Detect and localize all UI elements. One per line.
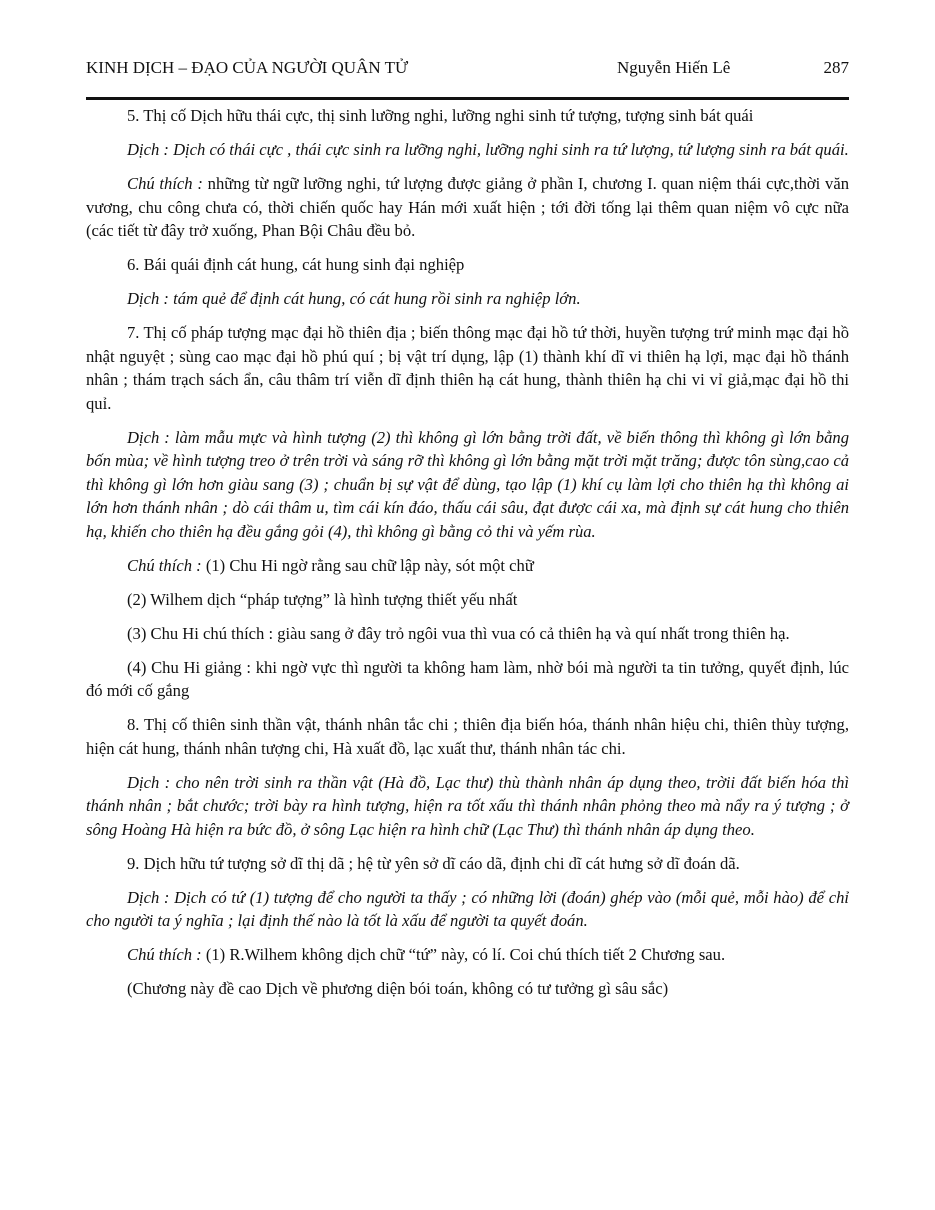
note-7-3: (3) Chu Hi chú thích : giàu sang ở đây trỏ ngôi vua thì vua có cả thiên hạ và quí nhất trong thiên hạ. (127, 623, 790, 643)
paragraph-6: 6. Bái quái định cát hung, cát hung sinh đại nghiệp (127, 255, 465, 274)
note-7-1: Chú thích : (1) Chu Hi ngờ rằng sau chữ lập này, sót một chữ (127, 555, 534, 575)
page-number: 287 (823, 58, 849, 77)
author-name: Nguyễn Hiến Lê (617, 58, 731, 77)
paragraph-9: 9. Dịch hữu tứ tượng sở dĩ thị dã ; hệ từ yên sở dĩ cáo dã, định chi dĩ cát hưng sở dĩ đoán dã. (127, 853, 740, 873)
paragraph-5: 5. Thị cố Dịch hữu thái cực, thị sinh lưỡng nghi, lưỡng nghi sinh tứ tượng, tượng sinh bát quái (127, 106, 754, 125)
body-text (86, 104, 849, 1001)
note-5: Chú thích : những từ ngữ lưỡng nghi, tứ lượng được giảng ở phần I, chương I. quan niệm thái cực,thời văn vương, chu công chưa có, thời chiến quốc hay Hán mới xuất hiện ; tới đời tống lại thêm quan niệm vô cực nữa (các tiết từ đây trở xuống, Phan Bội Châu đều bỏ. (86, 174, 849, 240)
translation-9: Dịch : Dịch có tứ (1) tượng để cho người ta thấy ; có những lời (đoán) ghép vào (mỗi quẻ, mỗi hào) để chỉ cho người ta ý nghĩa ; lại định thế nào là tốt là xấu để người ta quyết đoán. (86, 887, 849, 930)
note-7-2: (2) Wilhem dịch “pháp tượng” là hình tượng thiết yếu nhất (127, 589, 518, 609)
translation-7: Dịch : làm mẫu mực và hình tượng (2) thì không gì lớn bằng trời đất, về biến thông thì không gì lớn bằng bốn mùa; về hình tượng treo ở trên trời và sáng rỡ thì không gì lớn bằng mặt trời mặt trăng; được tôn sùng,cao cả thì không gì lớn hơn giàu sang (3) ; chuẩn bị sự vật để dùng, tạo lập (1) khí cụ làm lợi cho thiên hạ thì không ai lớn hơn thánh nhân ; dò cái thâm u, tìm cái kín đáo, thấu cái sâu, đạt được cái xa, mà định sự cát hung cho thiên hạ, khiến cho thiên hạ đều gắng gỏi (4), thì không gì bằng cỏ thi và yếm rùa. (86, 427, 849, 541)
paragraph-7: 7. Thị cố pháp tượng mạc đại hồ thiên địa ; biến thông mạc đại hồ tứ thời, huyền tượng trứ minh mạc đại hồ nhật nguyệt ; sùng cao mạc đại hồ phú quí ; bị vật trí dụng, lập (1) thành khí dĩ vi thiên hạ lợi, mạc đại hồ thánh nhân ; thám trạch sách ẩn, câu thâm trí viễn dĩ định thiên hạ cát hung, thành thiên hạ chi vi vỉ giả,mạc đại hồ thi quỉ. (86, 323, 849, 413)
paragraph-8: 8. Thị cố thiên sinh thần vật, thánh nhân tắc chi ; thiên địa biến hóa, thánh nhân hiệu chi, thiên thùy tượng, hiện cát hung, thánh nhân tượng chi, Hà xuất đồ, lạc xuất thư, thánh nhân tác chi. (86, 715, 849, 758)
note-7-4: (4) Chu Hi giảng : khi ngờ vực thì người ta không ham làm, nhờ bói mà người ta tin tưởng, quyết định, lúc đó mới cố gắng (86, 657, 849, 700)
translation-6: Dịch : tám quẻ để định cát hung, có cát hung rồi sinh ra nghiệp lớn. (127, 289, 581, 308)
header-rule (86, 97, 849, 100)
book-title: KINH DỊCH – ĐẠO CỦA NGƯỜI QUÂN TỬ (86, 58, 409, 77)
chapter-remark: (Chương này đề cao Dịch về phương diện bói toán, không có tư tưởng gì sâu sắc) (127, 979, 669, 998)
document-page (86, 56, 849, 1011)
page-header (86, 56, 849, 82)
note-9: Chú thích : (1) R.Wilhem không dịch chữ “tứ” này, có lí. Coi chú thích tiết 2 Chương sau. (127, 945, 726, 964)
translation-8: Dịch : cho nên trời sinh ra thần vật (Hà đồ, Lạc thư) thù thành nhân áp dụng theo, trờii đất biến hóa thì thánh nhân ; bắt chước; trời bày ra hình tượng, hiện ra tốt xấu thì thánh nhân phỏng theo mà nẩy ra ý tượng ; ở sông Hoàng Hà hiện ra bức đồ, ở sông Lạc hiện ra hình chữ (Lạc Thư) thì thánh nhân áp dụng theo. (86, 772, 849, 839)
translation-5: Dịch : Dịch có thái cực , thái cực sinh ra lưỡng nghi, lưỡng nghi sinh ra tứ lượng, tứ lượng sinh ra bát quái. (127, 140, 849, 159)
